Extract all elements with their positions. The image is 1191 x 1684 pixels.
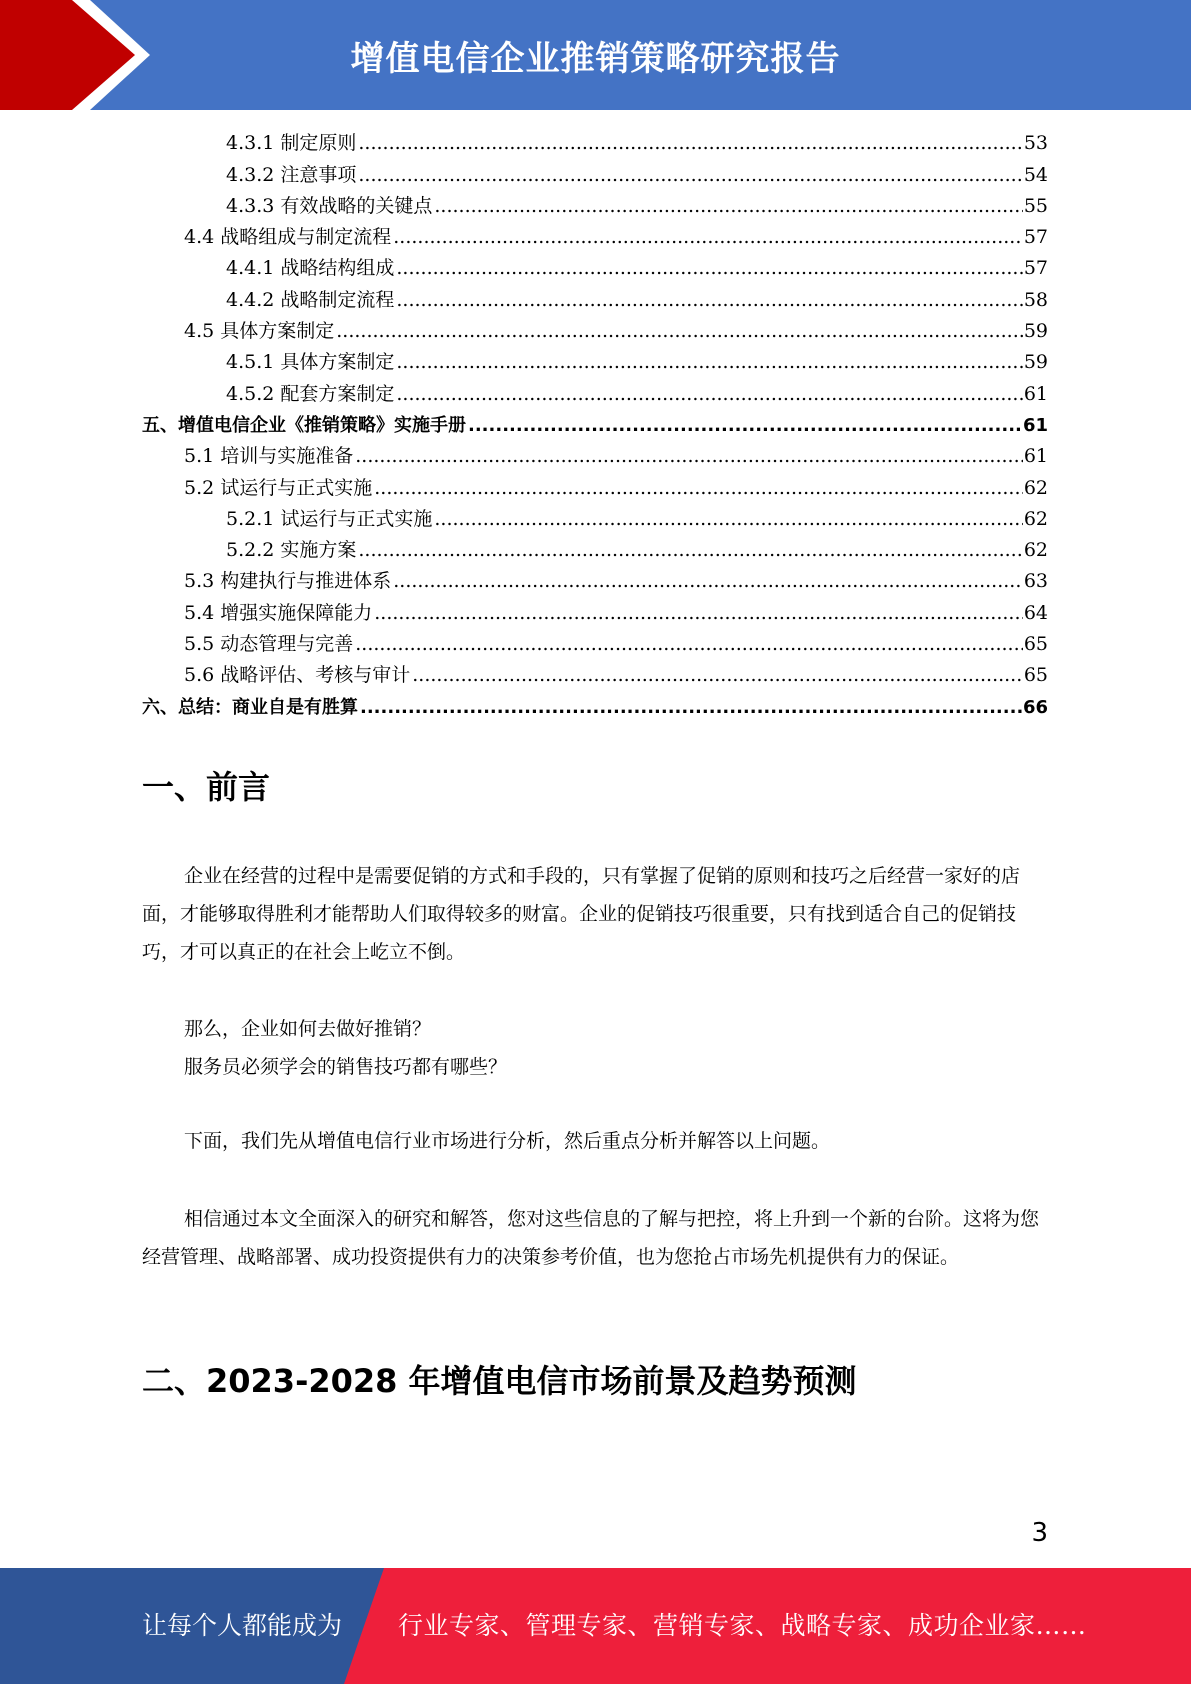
toc-entry-label: 4.4 战略组成与制定流程 bbox=[184, 226, 392, 249]
toc-entry-page: 53 bbox=[1023, 132, 1048, 155]
toc-entry[interactable] bbox=[142, 597, 1048, 628]
section-heading-market-forecast: 二、2023-2028 年增值电信市场前景及趋势预测 bbox=[142, 1362, 857, 1400]
toc-entry-page: 55 bbox=[1023, 194, 1048, 217]
toc-entry[interactable] bbox=[142, 410, 1048, 441]
chevron-arrow-icon bbox=[0, 0, 160, 110]
toc-entry-page: 61 bbox=[1023, 382, 1048, 405]
toc-dot-leader bbox=[355, 441, 1023, 472]
toc-dot-leader bbox=[374, 598, 1023, 629]
toc-entry-label: 4.3.1 制定原则 bbox=[226, 132, 357, 155]
toc-entry[interactable] bbox=[142, 222, 1048, 253]
toc-entry-page: 66 bbox=[1022, 696, 1048, 718]
section-heading-preface: 一、前言 bbox=[142, 768, 271, 806]
toc-dot-leader bbox=[336, 316, 1023, 347]
toc-dot-leader bbox=[434, 504, 1022, 535]
toc-entry-page: 62 bbox=[1023, 539, 1048, 562]
toc-entry-page: 64 bbox=[1023, 601, 1048, 624]
footer-slogan-left: 让每个人都能成为 bbox=[142, 1611, 343, 1640]
toc-dot-leader bbox=[358, 128, 1022, 159]
toc-entry-page: 65 bbox=[1023, 633, 1048, 656]
toc-entry-label: 4.5.1 具体方案制定 bbox=[226, 351, 395, 374]
toc-entry-page: 54 bbox=[1023, 163, 1048, 186]
toc-entry-label: 4.5.2 配套方案制定 bbox=[226, 382, 395, 405]
toc-entry[interactable] bbox=[142, 284, 1048, 315]
toc-dot-leader bbox=[358, 535, 1022, 566]
footer-slogan-right: 行业专家、管理专家、营销专家、战略专家、成功企业家…… bbox=[398, 1611, 1087, 1640]
toc-entry-label: 5.2 试运行与正式实施 bbox=[184, 476, 373, 499]
toc-entry[interactable] bbox=[142, 504, 1048, 535]
toc-entry-label: 六、总结：商业自是有胜算 bbox=[142, 696, 358, 718]
toc-dot-leader bbox=[393, 566, 1023, 597]
toc-entry-page: 62 bbox=[1023, 476, 1048, 499]
toc-entry[interactable] bbox=[142, 566, 1048, 597]
toc-entry-page: 63 bbox=[1023, 570, 1048, 593]
toc-entry-label: 5.1 培训与实施准备 bbox=[184, 445, 354, 468]
toc-entry[interactable] bbox=[142, 472, 1048, 503]
toc-entry-page: 65 bbox=[1023, 664, 1048, 687]
preface-paragraph-1: 企业在经营的过程中是需要促销的方式和手段的，只有掌握了促销的原则和技巧之后经营一家好的店面，才能够取得胜利才能帮助人们取得较多的财富。企业的促销技巧很重要，只有找到适合自己的促销技巧，才可以真正的在社会上屹立不倒。 bbox=[142, 865, 1021, 963]
toc-entry-label: 4.3.2 注意事项 bbox=[226, 163, 357, 186]
question-line-1: 那么，企业如何去做好推销？ bbox=[184, 1018, 432, 1040]
toc-entry[interactable] bbox=[142, 660, 1048, 691]
toc-entry[interactable] bbox=[142, 253, 1048, 284]
toc-dot-leader bbox=[396, 347, 1022, 378]
toc-entry-label: 5.6 战略评估、考核与审计 bbox=[184, 664, 411, 687]
toc-entry-page: 57 bbox=[1023, 226, 1048, 249]
toc-entry-page: 61 bbox=[1023, 445, 1048, 468]
toc-dot-leader bbox=[358, 160, 1022, 191]
toc-entry-label: 4.4.1 战略结构组成 bbox=[226, 257, 395, 280]
toc-dot-leader bbox=[355, 629, 1023, 660]
page-number: 3 bbox=[1031, 1518, 1048, 1548]
toc-entry[interactable] bbox=[142, 441, 1048, 472]
toc-entry-label: 5.3 构建执行与推进体系 bbox=[184, 570, 392, 593]
preface-paragraph-2: 下面，我们先从增值电信行业市场进行分析，然后重点分析并解答以上问题。 bbox=[184, 1130, 831, 1152]
question-line-2: 服务员必须学会的销售技巧都有哪些？ bbox=[184, 1056, 508, 1078]
toc-entry-page: 59 bbox=[1023, 351, 1048, 374]
toc-entry[interactable] bbox=[142, 629, 1048, 660]
toc-dot-leader bbox=[434, 191, 1022, 222]
toc-entry[interactable] bbox=[142, 535, 1048, 566]
toc-dot-leader bbox=[374, 473, 1023, 504]
preface-paragraph-3: 相信通过本文全面深入的研究和解答，您对这些信息的了解与把控，将上升到一个新的台阶。这将为您经营管理、战略部署、成功投资提供有力的决策参考价值，也为您抢占市场先机提供有力的保证。 bbox=[142, 1208, 1040, 1268]
toc-entry-page: 58 bbox=[1023, 288, 1048, 311]
toc-entry-label: 4.3.3 有效战略的关键点 bbox=[226, 194, 433, 217]
toc-entry-page: 59 bbox=[1023, 320, 1048, 343]
page-header bbox=[0, 0, 1191, 110]
toc-entry[interactable] bbox=[142, 691, 1048, 722]
table-of-contents bbox=[142, 128, 1048, 723]
toc-entry[interactable] bbox=[142, 378, 1048, 409]
toc-dot-leader bbox=[360, 692, 1022, 723]
toc-entry[interactable] bbox=[142, 191, 1048, 222]
toc-dot-leader bbox=[396, 253, 1022, 284]
toc-dot-leader bbox=[396, 379, 1022, 410]
toc-entry-label: 5.2.2 实施方案 bbox=[226, 539, 357, 562]
toc-entry-label: 5.4 增强实施保障能力 bbox=[184, 601, 373, 624]
toc-dot-leader bbox=[396, 285, 1022, 316]
toc-entry-page: 57 bbox=[1023, 257, 1048, 280]
toc-entry-page: 61 bbox=[1022, 414, 1048, 436]
toc-entry[interactable] bbox=[142, 159, 1048, 190]
toc-entry[interactable] bbox=[142, 316, 1048, 347]
toc-entry-label: 五、增值电信企业《推销策略》实施手册 bbox=[142, 414, 466, 436]
report-title: 增值电信企业推销策略研究报告 bbox=[350, 38, 841, 79]
page-footer bbox=[0, 1568, 1191, 1684]
toc-entry-page: 62 bbox=[1023, 507, 1048, 530]
toc-dot-leader bbox=[412, 660, 1023, 691]
toc-entry[interactable] bbox=[142, 347, 1048, 378]
toc-entry-label: 4.5 具体方案制定 bbox=[184, 320, 335, 343]
toc-dot-leader bbox=[468, 410, 1022, 441]
toc-entry-label: 5.5 动态管理与完善 bbox=[184, 633, 354, 656]
toc-entry-label: 5.2.1 试运行与正式实施 bbox=[226, 507, 433, 530]
toc-dot-leader bbox=[393, 222, 1023, 253]
toc-entry[interactable] bbox=[142, 128, 1048, 159]
toc-entry-label: 4.4.2 战略制定流程 bbox=[226, 288, 395, 311]
